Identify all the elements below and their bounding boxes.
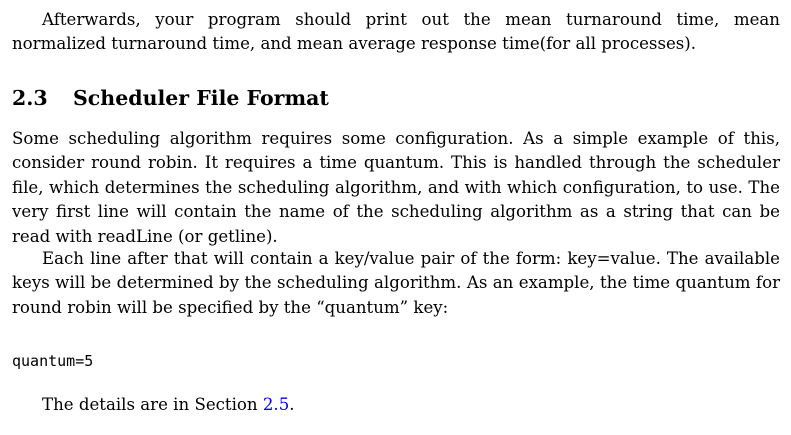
section-number: 2.3: [12, 86, 48, 110]
details-prefix: The details are in Section: [42, 395, 263, 414]
intro-paragraph: Afterwards, your program should print out the mean turnaround time, mean normalized turnaround time, and mean average response time(for all processes).: [12, 10, 780, 54]
code-example: quantum=5: [12, 352, 94, 370]
details-sentence: [42, 395, 295, 414]
section-heading: [12, 86, 329, 110]
details-suffix: .: [289, 395, 295, 414]
config-paragraph: Some scheduling algorithm requires some configuration. As a simple example of this, consider round robin. It requires a time quantum. This is handled through the scheduler file, which determines the scheduling algorithm, and with which configuration, to use. The very first line will contain the name of the scheduling algorithm as a string that can be read with readLine (or getline).: [12, 129, 780, 246]
section-title: Scheduler File Format: [73, 86, 329, 110]
keyvalue-paragraph: Each line after that will contain a key/value pair of the form: key=value. The available keys will be determined by the scheduling algorithm. As an example, the time quantum for round robin will be specified by the “quantum” key:: [12, 249, 780, 317]
section-reference-link[interactable]: 2.5: [262, 395, 290, 414]
